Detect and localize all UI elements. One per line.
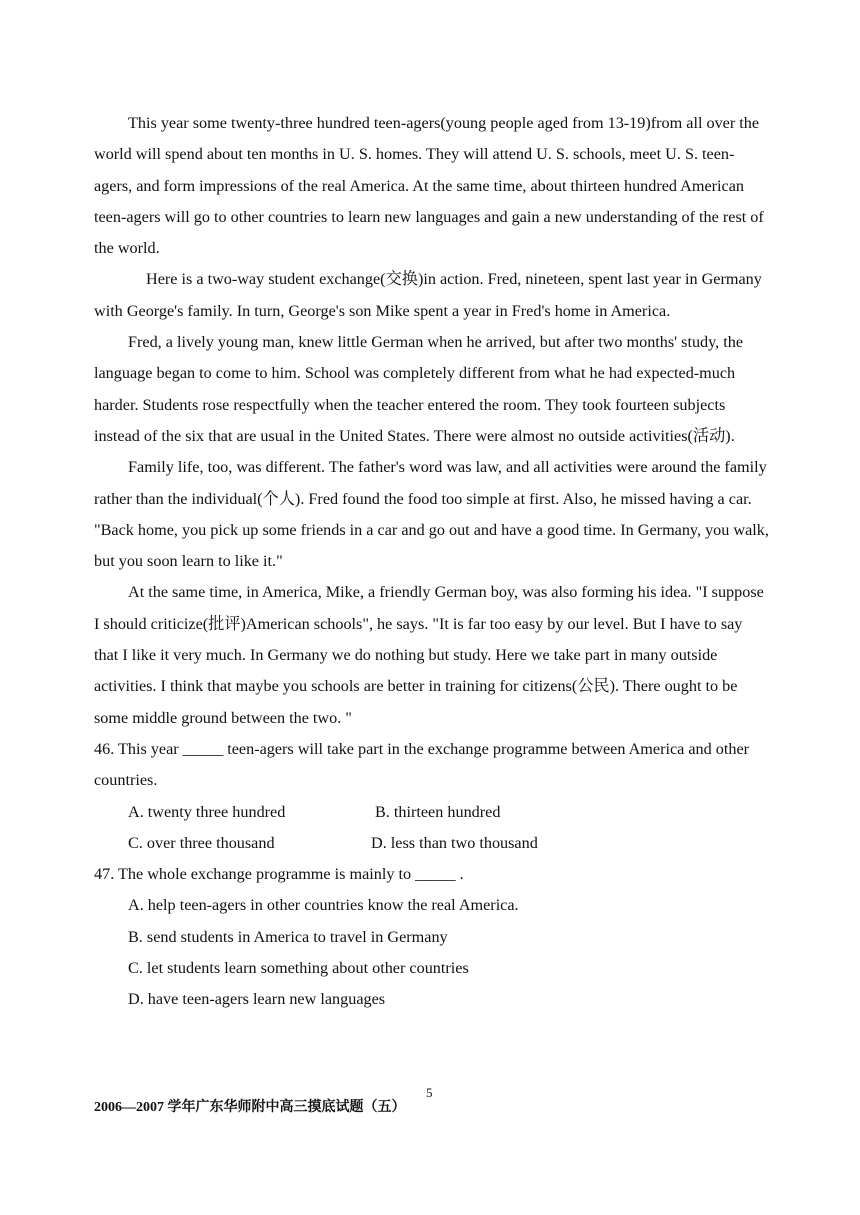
question-stem: 47. The whole exchange programme is mainly to _____ . bbox=[94, 865, 464, 884]
option-row bbox=[94, 797, 770, 828]
option-c: C. over three thousand bbox=[128, 833, 275, 852]
passage-paragraph-3: Fred, a lively young man, knew little German when he arrived, but after two months' study, the language began to come to him. School was completely different from what he had expected-much harder. Students rose respectfully when the teacher entered the room. They took fourteen subjects instead of the six that are usual in the United States. There were almost no outside activities(活动). bbox=[94, 333, 744, 445]
passage-paragraph-4: Family life, too, was different. The father's word was law, and all activities were around the family rather than the individual(个人). Fred found the food too simple at first. Also, he missed having a car. "Back home, you pick up some friends in a car and go out and have a good time. In Germany, you walk, but you soon learn to like it." bbox=[94, 458, 769, 571]
page-number: 5 bbox=[426, 1085, 433, 1100]
option-b: B. send students in America to travel in Germany bbox=[128, 927, 448, 946]
option-d: D. have teen-agers learn new languages bbox=[128, 990, 386, 1009]
option-row bbox=[94, 828, 770, 859]
option-a: A. help teen-agers in other countries know the real America. bbox=[128, 896, 519, 915]
passage-paragraph-1: This year some twenty-three hundred teen-agers(young people aged from 13-19)from all over the world will spend about ten months in U. S. homes. They will attend U. S. schools, meet U. S. teen-agers, and form impressions of the real America. At the same time, about thirteen hundred American teen-agers will go to other countries to learn new languages and gain a new understanding of the rest of the world. bbox=[94, 114, 764, 258]
question-46 bbox=[94, 734, 770, 859]
question-47 bbox=[94, 859, 770, 1015]
document-body bbox=[94, 108, 770, 1016]
passage-paragraph-5: At the same time, in America, Mike, a friendly German boy, was also forming his idea. "I suppose I should criticize(批评)American schools", he says. "It is far too easy by our level. But I have to say that I like it very much. In Germany we do nothing but study. Here we take part in many outside activities. I think that maybe you schools are better in training for citizens(公民). There ought to be some middle ground between the two. " bbox=[94, 583, 764, 727]
passage-paragraph-2: Here is a two-way student exchange(交换)in action. Fred, nineteen, spent last year in Germany with George's family. In turn, George's son Mike spent a year in Fred's home in America. bbox=[94, 270, 762, 320]
option-d: D. less than two thousand bbox=[371, 833, 538, 852]
question-stem: 46. This year _____ teen-agers will take part in the exchange programme between America and other countries. bbox=[94, 739, 750, 790]
option-b: B. thirteen hundred bbox=[375, 802, 501, 821]
option-a: A. twenty three hundred bbox=[128, 802, 286, 821]
footer-title: 2006—2007 学年广东华师附中高三摸底试题（五） bbox=[94, 1100, 406, 1115]
option-c: C. let students learn something about other countries bbox=[128, 959, 469, 978]
